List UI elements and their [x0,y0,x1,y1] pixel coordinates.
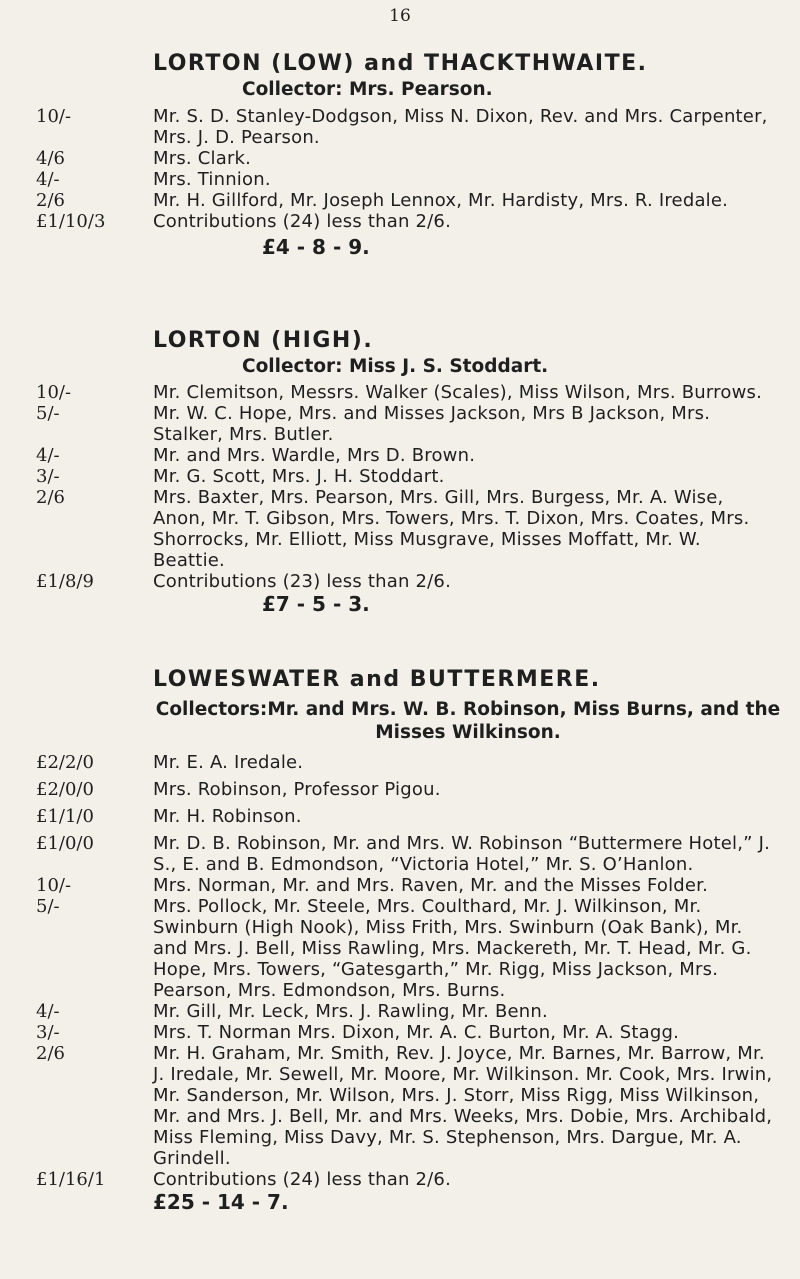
entry-row [0,106,800,148]
entry-row [0,169,800,190]
entry-names: Mrs. Pollock, Mr. Steele, Mrs. Coulthard, Mr. J. Wilkinson, Mr. Swinburn (High Nook), Miss Frith, Mrs. Swinburn (Oak Bank), Mr. and Mrs. J. Bell, Miss Rawling, Mrs. Mackereth, Mr. T. Head, Mr. G. Hope, Mrs. Towers, “Gatesgarth,” Mr. Rigg, Miss Jackson, Mrs. Pearson, Mrs. Edmondson, Mrs. Burns. [153,896,752,1001]
entry-amount: 3/- [36,466,60,487]
entry-row [0,571,800,592]
entry-amount: £1/1/0 [36,806,94,827]
section-loweswater-buttermere [0,666,800,1214]
entry-row [0,487,800,571]
section-total: £4 - 8 - 9. [262,235,370,259]
entry-names: Mr. and Mrs. Wardle, Mrs D. Brown. [153,445,476,466]
entry-names: Mr. W. C. Hope, Mrs. and Misses Jackson, Mrs B Jackson, Mrs. Stalker, Mrs. Butler. [153,403,711,445]
entry-names: Contributions (23) less than 2/6. [153,571,452,592]
section-title: LORTON (HIGH). [153,328,374,353]
entry-row [0,896,800,1001]
entry-row [0,190,800,211]
entry-names: Mr. S. D. Stanley-Dodgson, Miss N. Dixon, Rev. and Mrs. Carpenter, Mrs. J. D. Pearson. [153,106,768,148]
entry-names: Mr. Gill, Mr. Leck, Mrs. J. Rawling, Mr. Benn. [153,1001,548,1022]
entry-names: Contributions (24) less than 2/6. [153,211,452,232]
entry-amount: 3/- [36,1022,60,1043]
entry-amount: £1/0/0 [36,833,94,854]
entry-amount: £1/10/3 [36,211,106,232]
entry-row [0,1043,800,1169]
page-number: 16 [389,6,411,26]
entry-row [0,382,800,403]
entry-amount: 2/6 [36,190,65,211]
entry-names: Mrs. Clark. [153,148,252,169]
entry-names: Mrs. Tinnion. [153,169,271,190]
entry-amount: 10/- [36,875,72,896]
entry-amount: £2/0/0 [36,779,94,800]
entry-names: Mr. H. Graham, Mr. Smith, Rev. J. Joyce, Mr. Barnes, Mr. Barrow, Mr. J. Iredale, Mr. Sewell, Mr. Moore, Mr. Wilkinson. Mr. Cook, Mrs. Irwin, Mr. Sanderson, Mr. Wilson, Mrs. J. Storr, Miss Rigg, Miss Wilkinson, Mr. and Mrs. J. Bell, Mr. and Mrs. Weeks, Mrs. Dobie, Mrs. Archibald, Miss Fleming, Miss Davy, Mr. S. Stephenson, Mrs. Dargue, Mr. A. Grindell. [153,1043,773,1169]
collector-line: Collector: Mrs. Pearson. [242,79,493,100]
entry-names: Mr. Clemitson, Messrs. Walker (Scales), Miss Wilson, Mrs. Burrows. [153,382,763,403]
entry-amount: 5/- [36,896,60,917]
entry-amount: £1/8/9 [36,571,94,592]
entry-row [0,752,800,773]
entry-names: Mr. D. B. Robinson, Mr. and Mrs. W. Robinson “Buttermere Hotel,” J. S., E. and B. Edmondson, “Victoria Hotel,” Mr. S. O’Hanlon. [153,833,770,875]
entry-amount: 2/6 [36,1043,65,1064]
entry-names: Mr. E. A. Iredale. [153,752,304,773]
entry-row [0,1022,800,1043]
entry-names: Contributions (24) less than 2/6. [153,1169,452,1190]
entry-names: Mrs. Norman, Mr. and Mrs. Raven, Mr. and the Misses Folder. [153,875,709,896]
entry-names: Mrs. T. Norman Mrs. Dixon, Mr. A. C. Burton, Mr. A. Stagg. [153,1022,679,1043]
entry-amount: 5/- [36,403,60,424]
section-lorton-low [0,50,800,259]
entry-amount: 10/- [36,382,72,403]
entry-amount: 4/- [36,445,60,466]
entry-amount: 2/6 [36,487,65,508]
entry-row [0,445,800,466]
section-title: LORTON (LOW) and THACKTHWAITE. [153,51,648,76]
entry-row [0,779,800,800]
entry-row [0,148,800,169]
entry-names: Mr. H. Gillford, Mr. Joseph Lennox, Mr. Hardisty, Mrs. R. Iredale. [153,190,729,211]
entry-row [0,833,800,875]
entry-names: Mrs. Baxter, Mrs. Pearson, Mrs. Gill, Mrs. Burgess, Mr. A. Wise, Anon, Mr. T. Gibson, Mrs. Towers, Mrs. T. Dixon, Mrs. Coates, Mrs. Shorrocks, Mr. Elliott, Miss Musgrave, Misses Moffatt, Mr. W. Beattie. [153,487,750,571]
section-lorton-high [0,327,800,616]
entry-names: Mr. H. Robinson. [153,806,302,827]
entry-amount: 10/- [36,106,72,127]
entry-names: Mr. G. Scott, Mrs. J. H. Stoddart. [153,466,445,487]
section-title: LOWESWATER and BUTTERMERE. [153,667,601,692]
entry-amount: 4/6 [36,148,65,169]
entry-amount: £1/16/1 [36,1169,106,1190]
entry-row [0,1001,800,1022]
entry-row [0,211,800,232]
entry-row [0,806,800,827]
entry-amount: 4/- [36,1001,60,1022]
entry-amount: £2/2/0 [36,752,94,773]
entry-names: Mrs. Robinson, Professor Pigou. [153,779,441,800]
entry-row [0,875,800,896]
section-total: £25 - 14 - 7. [153,1190,289,1214]
collector-line: Collector: Miss J. S. Stoddart. [242,356,549,377]
entry-row [0,466,800,487]
entry-row [0,403,800,445]
entry-row [0,1169,800,1190]
entry-amount: 4/- [36,169,60,190]
section-total: £7 - 5 - 3. [262,592,370,616]
collector-line: Collectors:Mr. and Mrs. W. B. Robinson, Miss Burns, and the Misses Wilkinson. [155,699,781,743]
